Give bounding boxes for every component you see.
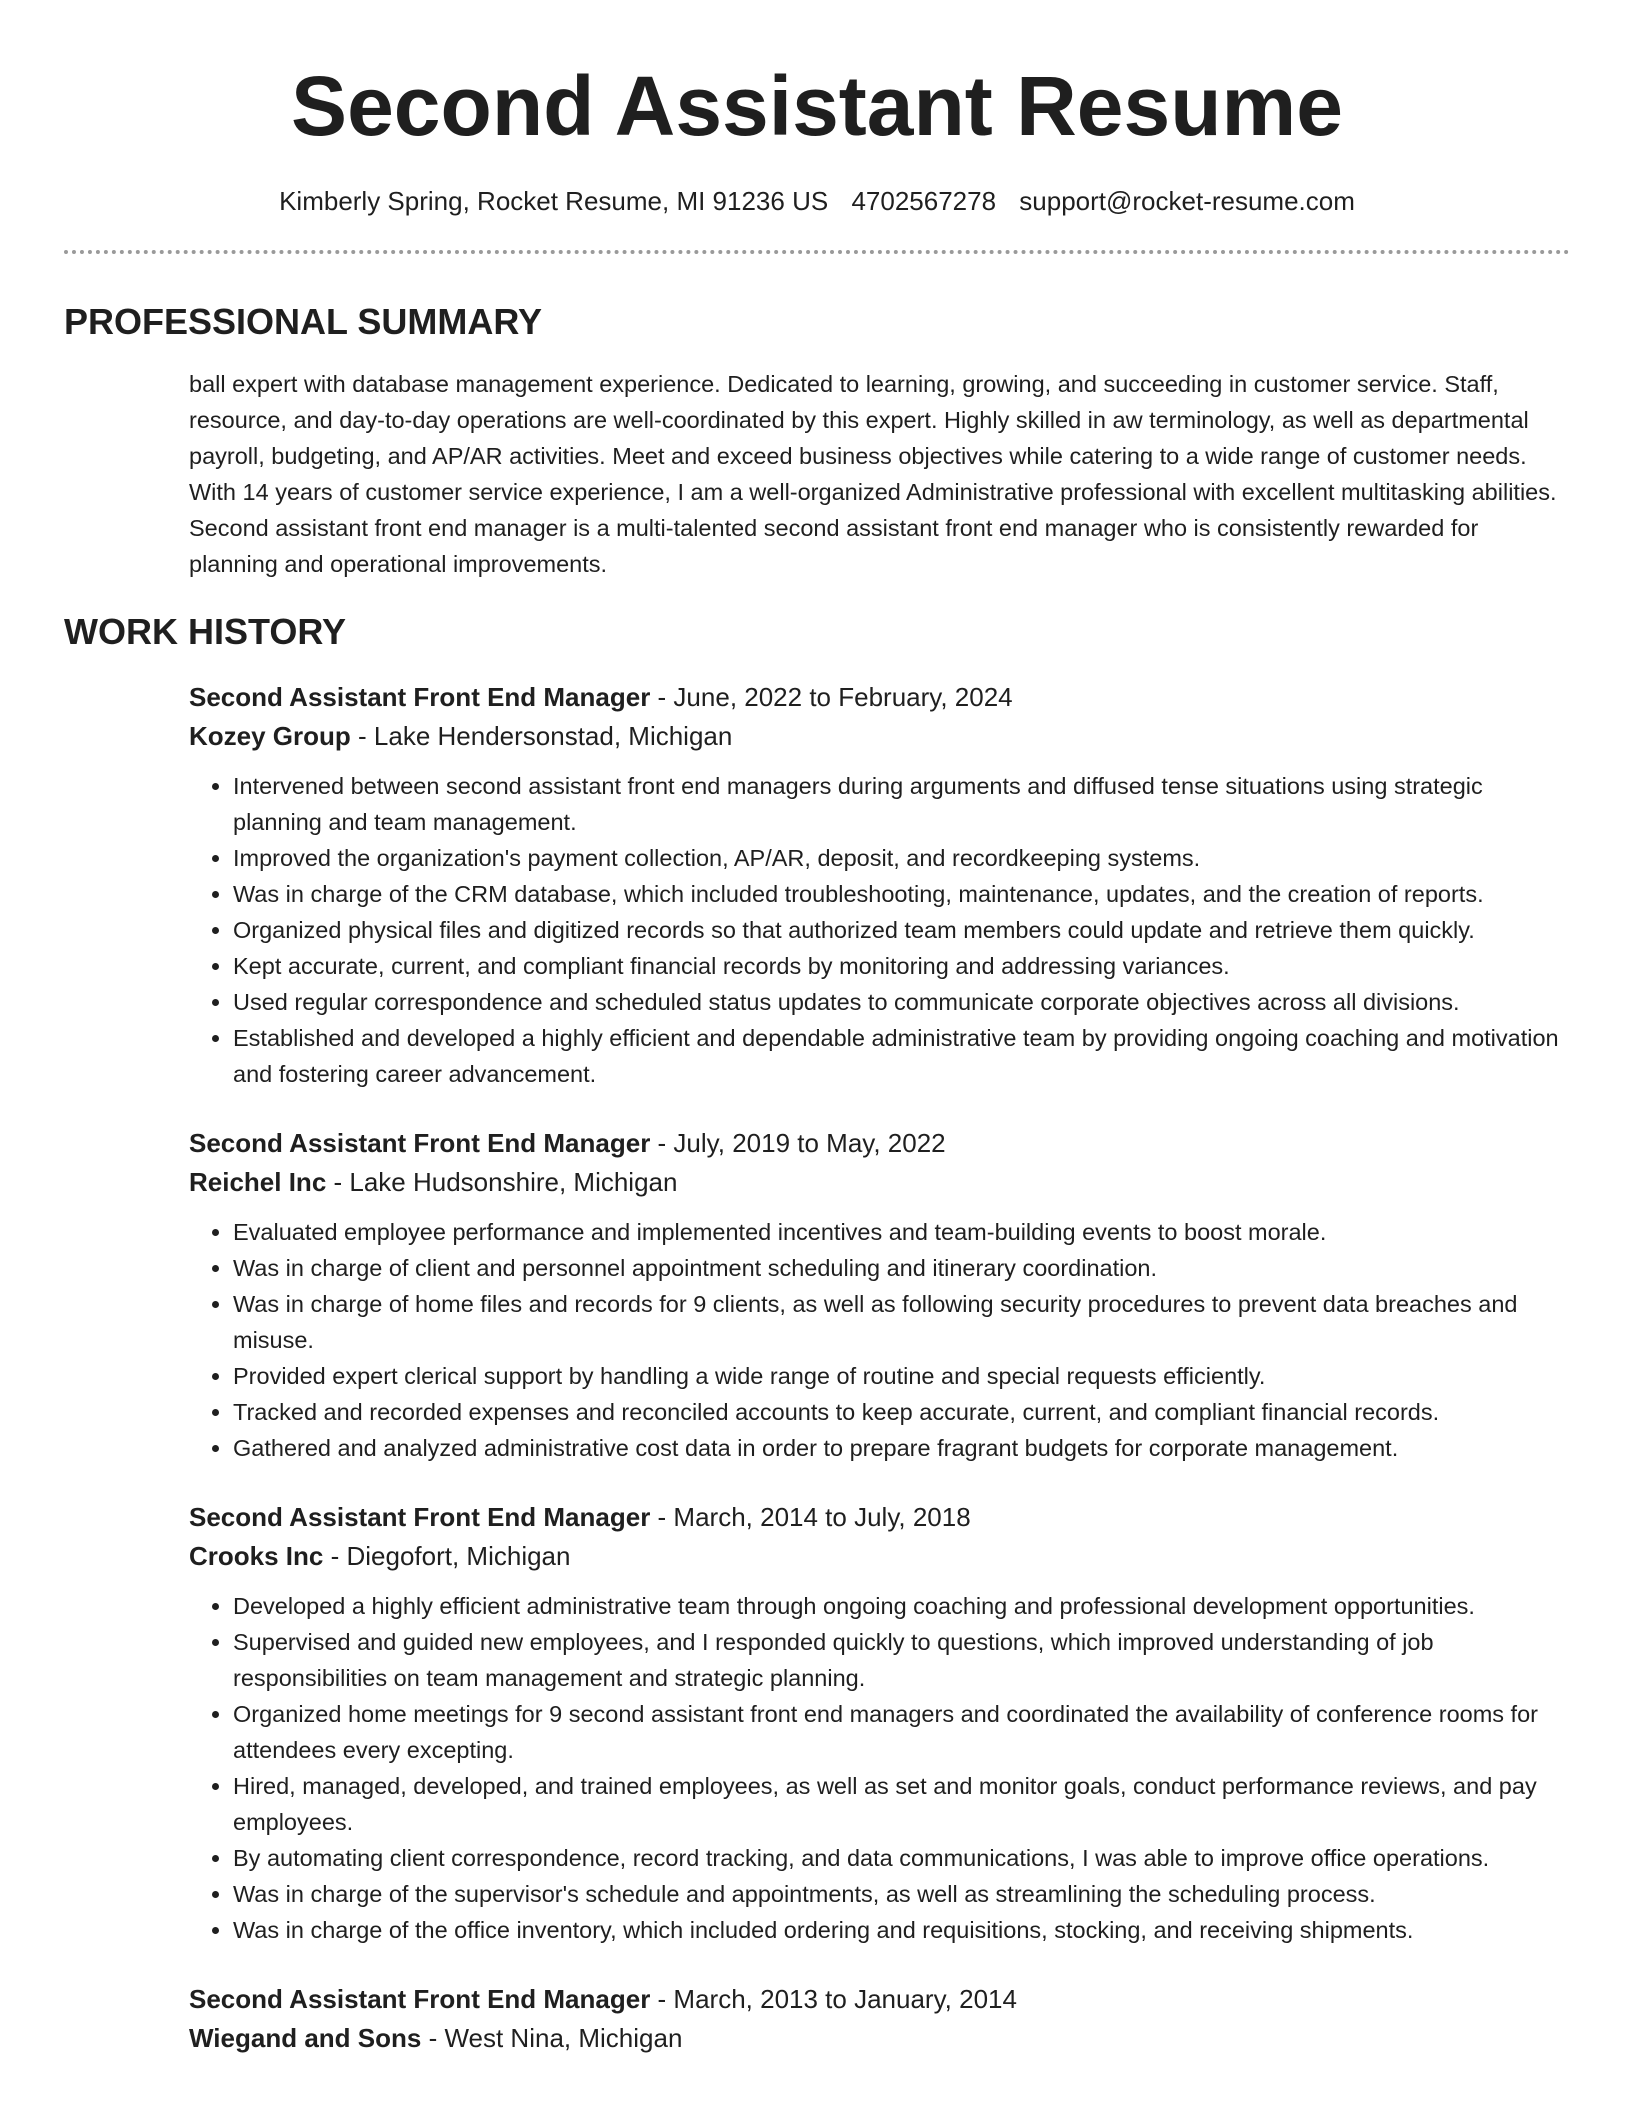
job-dates: - March, 2013 to January, 2014: [650, 1984, 1017, 2014]
job-location: - Lake Hendersonstad, Michigan: [350, 721, 733, 751]
job-title-line: [189, 1498, 1570, 1537]
job-entry: [189, 1124, 1570, 1466]
job-bullet: • Developed a highly efficient administrative team through ongoing coaching and professional development opportunities.: [233, 1588, 1570, 1624]
resume-page: [64, 0, 1570, 2058]
contact-email: support@rocket-resume.com: [1019, 186, 1355, 216]
job-title-line: [189, 678, 1570, 717]
job-bullet: • Established and developed a highly efficient and dependable administrative team by providing ongoing coaching and motivation and fostering career advancement.: [233, 1020, 1570, 1092]
job-company-line: [189, 1163, 1570, 1202]
job-title: Second Assistant Front End Manager: [189, 1502, 651, 1532]
job-entry: [189, 1498, 1570, 1948]
job-bullet: • Tracked and recorded expenses and reconciled accounts to keep accurate, current, and compliant financial records.: [233, 1394, 1570, 1430]
job-title: Second Assistant Front End Manager: [189, 1128, 651, 1158]
job-bullet: • Was in charge of the office inventory, which included ordering and requisitions, stocking, and receiving shipments.: [233, 1912, 1570, 1948]
job-company: Kozey Group: [189, 721, 351, 751]
job-title-line: [189, 1124, 1570, 1163]
job-bullet: • Evaluated employee performance and implemented incentives and team-building events to boost morale.: [233, 1214, 1570, 1250]
job-dates: - March, 2014 to July, 2018: [650, 1502, 971, 1532]
job-company-line: [189, 717, 1570, 756]
job-location: - Lake Hudsonshire, Michigan: [326, 1167, 678, 1197]
resume-title: Second Assistant Resume: [291, 59, 1343, 153]
job-company: Crooks Inc: [189, 1541, 324, 1571]
job-bullets: [189, 1588, 1570, 1948]
job-dates: - July, 2019 to May, 2022: [650, 1128, 946, 1158]
job-bullet: • Supervised and guided new employees, and I responded quickly to questions, which improved understanding of job responsibilities on team management and strategic planning.: [233, 1624, 1570, 1696]
job-bullet: • Gathered and analyzed administrative cost data in order to prepare fragrant budgets for corporate management.: [233, 1430, 1570, 1466]
job-bullet: • Organized home meetings for 9 second assistant front end managers and coordinated the availability of conference rooms for attendees every excepting.: [233, 1696, 1570, 1768]
job-dates: - June, 2022 to February, 2024: [650, 682, 1013, 712]
summary-text: ball expert with database management experience. Dedicated to learning, growing, and succeeding in customer service. Staff, resource, and day-to-day operations are well-coordinated by this expert. Highly skilled in aw terminology, as well as departmental payroll, budgeting, and AP/AR activities. Meet and exceed business objectives while catering to a wide range of customer needs. With 14 years of customer service experience, I am a well-organized Administrative professional with excellent multitasking abilities. Second assistant front end manager is a multi-talented second assistant front end manager who is consistently rewarded for planning and operational improvements.: [189, 371, 1557, 577]
job-company: Reichel Inc: [189, 1167, 327, 1197]
job-bullet: • Was in charge of client and personnel appointment scheduling and itinerary coordination.: [233, 1250, 1570, 1286]
job-company-line: [189, 1537, 1570, 1576]
header-divider: [64, 250, 1570, 254]
job-bullet: • Provided expert clerical support by handling a wide range of routine and special requests efficiently.: [233, 1358, 1570, 1394]
contact-line: [64, 184, 1570, 218]
job-location: - Diegofort, Michigan: [323, 1541, 571, 1571]
job-title-line: [189, 1980, 1570, 2019]
job-bullet: • Kept accurate, current, and compliant financial records by monitoring and addressing variances.: [233, 948, 1570, 984]
job-bullet: • Was in charge of the supervisor's schedule and appointments, as well as streamlining the scheduling process.: [233, 1876, 1570, 1912]
job-bullet: • By automating client correspondence, record tracking, and data communications, I was able to improve office operations.: [233, 1840, 1570, 1876]
job-company-line: [189, 2019, 1570, 2058]
job-bullet: • Hired, managed, developed, and trained employees, as well as set and monitor goals, conduct performance reviews, and pay employees.: [233, 1768, 1570, 1840]
job-bullet: • Organized physical files and digitized records so that authorized team members could update and retrieve them quickly.: [233, 912, 1570, 948]
job-entry: [189, 678, 1570, 1092]
summary-heading: PROFESSIONAL SUMMARY: [64, 301, 543, 342]
job-entry: [189, 1980, 1570, 2058]
contact-phone: 4702567278: [851, 186, 997, 216]
job-title: Second Assistant Front End Manager: [189, 682, 651, 712]
job-bullet: • Intervened between second assistant front end managers during arguments and diffused tense situations using strategic planning and team management.: [233, 768, 1570, 840]
job-company: Wiegand and Sons: [189, 2023, 422, 2053]
job-bullets: [189, 768, 1570, 1092]
work-history-heading: WORK HISTORY: [64, 611, 347, 652]
job-bullet: • Was in charge of the CRM database, which included troubleshooting, maintenance, updates, and the creation of reports.: [233, 876, 1570, 912]
job-location: - West Nina, Michigan: [421, 2023, 683, 2053]
job-bullet: • Was in charge of home files and records for 9 clients, as well as following security procedures to prevent data breaches and misuse.: [233, 1286, 1570, 1358]
job-bullet: • Improved the organization's payment collection, AP/AR, deposit, and recordkeeping systems.: [233, 840, 1570, 876]
job-bullets: [189, 1214, 1570, 1466]
job-bullet: • Used regular correspondence and scheduled status updates to communicate corporate objectives across all divisions.: [233, 984, 1570, 1020]
contact-address: Kimberly Spring, Rocket Resume, MI 91236 US: [279, 186, 829, 216]
job-title: Second Assistant Front End Manager: [189, 1984, 651, 2014]
